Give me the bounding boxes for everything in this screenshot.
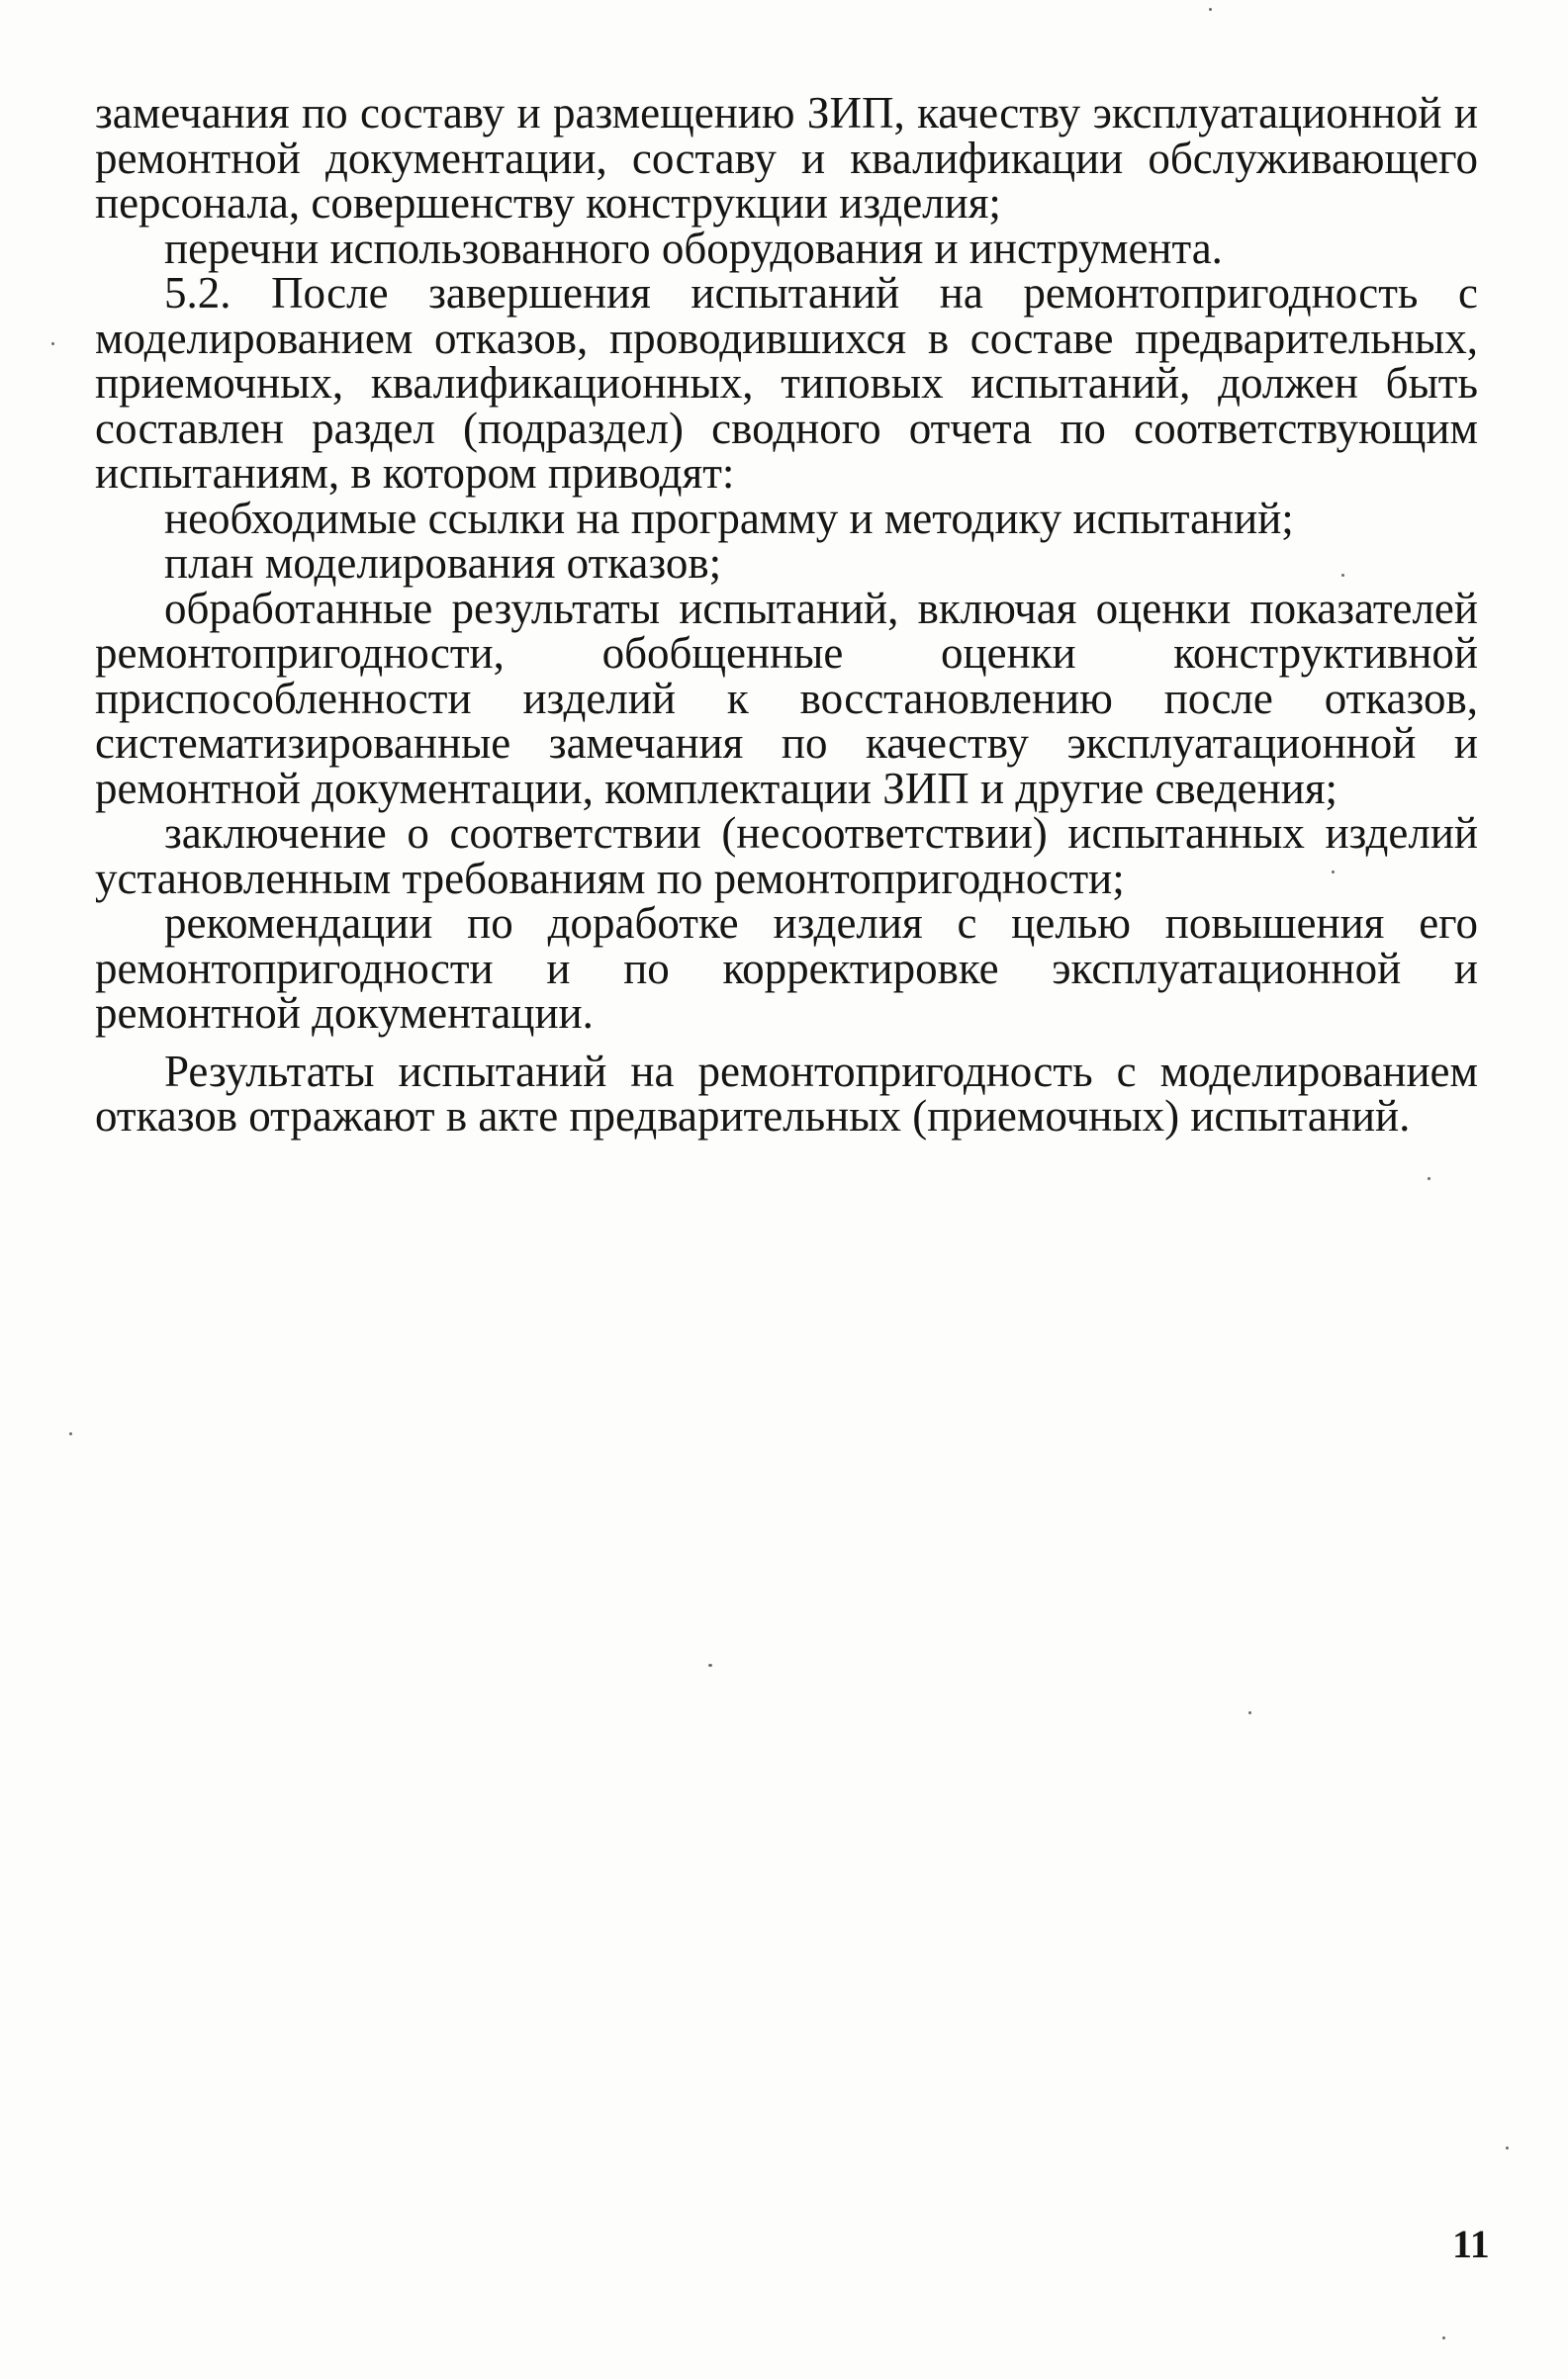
scan-speck bbox=[1332, 870, 1335, 873]
paragraph-modeling-plan: план моделирования отказов; bbox=[164, 538, 722, 588]
scan-speck bbox=[69, 1432, 72, 1435]
paragraph-section-5-2: 5.2. После завершения испытаний на ремонтопригодность с моделированием отказов, проводившихся в составе предварительных, приемочных, квалификационных, типовых испытаний, должен быть составлен раздел (подраздел) сводного отчета по соответствующим испытаниям, в котором приводят: bbox=[95, 268, 1478, 498]
scan-speck bbox=[1442, 2336, 1445, 2339]
scan-speck bbox=[1248, 1711, 1251, 1714]
paragraph-remarks: замечания по составу и размещению ЗИП, качеству эксплуатационной и ремонтной документации, составу и квалификации обслуживающего персонала, совершенству конструкции изделия; bbox=[95, 88, 1478, 228]
paragraph-conclusion: заключение о соответствии (несоответствии) испытанных изделий установленным требованиям по ремонтопригодности; bbox=[95, 808, 1478, 903]
scan-speck bbox=[51, 342, 54, 345]
scan-speck bbox=[708, 1664, 712, 1667]
paragraph-equipment-list: перечни использованного оборудования и инструмента. bbox=[164, 223, 1223, 273]
document-page bbox=[95, 88, 1478, 1141]
scan-speck bbox=[1428, 1177, 1430, 1180]
scan-speck bbox=[1341, 574, 1344, 577]
paragraph-recommendations: рекомендации по доработке изделия с целью повышения его ремонтопригодности и по корректировке эксплуатационной и ремонтной документации. bbox=[95, 898, 1478, 1038]
paragraph-processed-results: обработанные результаты испытаний, включая оценки показателей ремонтопригодности, обобщенные оценки конструктивной приспособленности изделий к восстановлению после отказов, систематизированные замечания по качеству эксплуатационной и ремонтной документации, комплектации ЗИП и другие сведения; bbox=[95, 583, 1478, 813]
paragraph-results-act: Результаты испытаний на ремонтопригодность с моделированием отказов отражают в акте предварительных (приемочных) испытаний. bbox=[95, 1046, 1478, 1141]
page-number: 11 bbox=[1452, 2222, 1490, 2266]
scan-speck bbox=[1209, 8, 1212, 11]
scan-speck bbox=[1506, 2147, 1509, 2150]
paragraph-references: необходимые ссылки на программу и методику испытаний; bbox=[164, 493, 1294, 543]
